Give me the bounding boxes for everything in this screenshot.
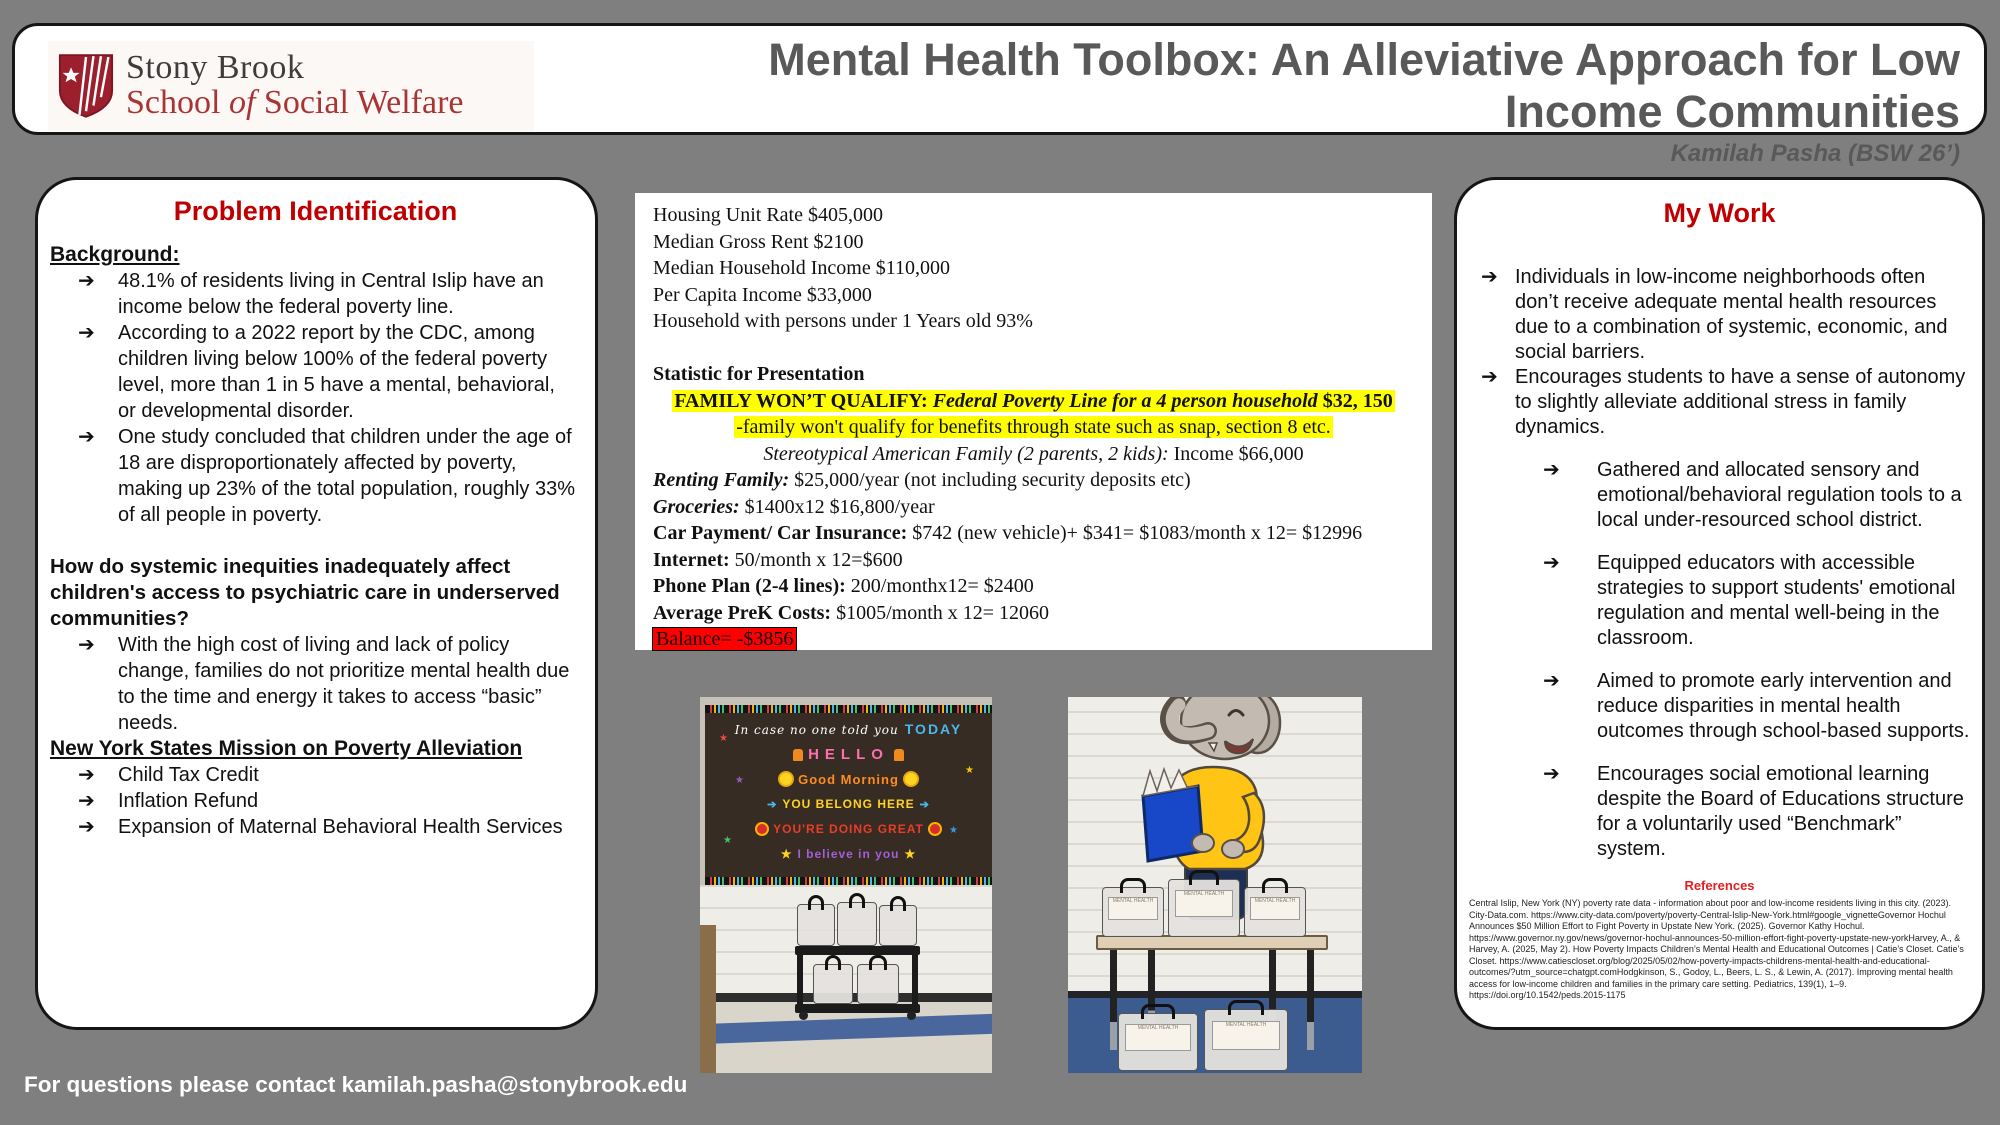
star-icon: ★ [965, 765, 974, 776]
renting-line [653, 467, 1414, 494]
sun-icon [905, 773, 917, 785]
poster-title-line2: Income Communities [1504, 85, 1960, 137]
internet-line [653, 547, 1414, 574]
toolkit-bag [857, 964, 899, 1004]
bullet-text: Encourages students to have a sense of autonomy to slightly alleviate additional stress in family dynamics. [1515, 366, 1966, 438]
mywork-sub-bullet-1 [1531, 458, 1970, 533]
bag-strap [1228, 1000, 1264, 1015]
board-border [705, 877, 992, 885]
badge-icon [930, 824, 940, 834]
stony-brook-logo [48, 41, 534, 131]
arrow-bullet-icon: ➔ [78, 634, 95, 656]
bullet-text: One study concluded that children under the age of 18 are disproportionately affected by poverty, making up 23% of the total population, roughly 33% of all people in poverty. [118, 426, 575, 526]
bag-strap [1262, 878, 1288, 893]
star-icon: ★ [949, 825, 958, 836]
logo-school-pre: School [126, 84, 229, 122]
mywork-sub-bullet-3 [1531, 669, 1970, 744]
star-icon: ★ [780, 846, 793, 861]
line-value: 200/monthx12= $2400 [845, 575, 1034, 597]
bag-strap [1120, 878, 1146, 893]
my-work-panel [1454, 177, 1985, 1030]
supply-cart [795, 902, 920, 1020]
board-goodmorning-text: Good Morning [798, 771, 899, 787]
arrow-bullet-icon: ➔ [1543, 552, 1560, 574]
stat-percapita: Per Capita Income $33,000 [653, 283, 872, 306]
right-panel-title: My Work [1663, 198, 1776, 228]
bullet-text: Gathered and allocated sensory and emotional/behavioral regulation tools to a local under-resourced school district. [1597, 459, 1962, 531]
spacer [653, 335, 1414, 362]
door-edge [700, 925, 716, 1073]
line-value: 50/month x 12=$600 [729, 548, 903, 571]
bullet-text: 48.1% of residents living in Central Islip have an income below the federal poverty line. [118, 270, 544, 318]
stat-household: Household with persons under 1 Years old 93% [653, 310, 1033, 332]
line-label: Renting Family: [653, 469, 790, 491]
bullet-text: Individuals in low-income neighborhoods often don’t receive adequate mental health resources due to a combination of systemic, economic, and social barriers. [1515, 266, 1948, 363]
kit-label: MENTAL HEALTH [1250, 897, 1300, 921]
balance-line [653, 626, 1414, 653]
bag-strap [849, 893, 866, 908]
left-panel-title: Problem Identification [173, 196, 458, 226]
bag-strap [890, 896, 906, 911]
groceries-line [653, 494, 1414, 521]
red-highlight-balance: Balance= -$3856 [653, 628, 796, 650]
star-icon: ★ [723, 835, 732, 846]
toolkit-bags-on-floor [1108, 1009, 1328, 1073]
stereo-label: Stereotypical American Family (2 parents, 2 kids): [763, 442, 1169, 465]
arrow-icon: ➔ [919, 799, 930, 812]
bag-strap [1141, 1004, 1175, 1019]
board-line-intro [705, 718, 992, 743]
line-label: Internet: [653, 548, 730, 571]
qualify-prefix: FAMILY WON’T QUALIFY: [674, 389, 933, 412]
qualify-italic: Federal Poverty Line for a 4 person household [932, 389, 1318, 412]
photo-elephant-mascot-kits [1068, 697, 1362, 1073]
car-line [653, 520, 1414, 547]
star-icon: ★ [904, 846, 917, 861]
bullet-text: With the high cost of living and lack of policy change, families do not prioritize mental health due to the time and energy it takes to access “basic” needs. [118, 634, 570, 734]
cart-post [912, 946, 918, 1008]
toolkit-bag [1118, 1013, 1198, 1071]
yellow-highlight [672, 390, 1394, 412]
cart-shelf [795, 946, 920, 955]
background-bullet-1 [50, 268, 581, 320]
arrow-bullet-icon: ➔ [78, 426, 95, 448]
background-bullet-2 [50, 320, 581, 424]
bag-strap [808, 895, 824, 910]
mywork-bullet-1 [1469, 265, 1970, 365]
problem-identification-panel [35, 177, 598, 1030]
arrow-bullet-icon: ➔ [1543, 763, 1560, 785]
board-intro-text: In case no one told you [734, 723, 899, 737]
badge-icon [757, 824, 767, 834]
stereo-value: Income $66,000 [1168, 442, 1304, 465]
mission-bullet-1 [50, 762, 581, 788]
toolkit-bag [797, 904, 835, 946]
board-line-belong [705, 792, 992, 817]
mywork-sub-bullet-4 [1531, 762, 1970, 862]
logo-school-of: of [228, 84, 256, 122]
arrow-bullet-icon: ➔ [1543, 459, 1560, 481]
arrow-bullet-icon: ➔ [78, 322, 95, 344]
board-border [705, 705, 992, 713]
research-question: How do systemic inequities inadequately affect children's access to psychiatric care in underserved communities? [50, 555, 560, 630]
cart-wheel [907, 1011, 916, 1020]
arrow-bullet-icon: ➔ [78, 790, 95, 812]
line-label: Groceries: [653, 495, 740, 518]
star-icon: ★ [735, 775, 744, 786]
kit-label: MENTAL HEALTH [1175, 890, 1234, 917]
arrow-bullet-icon: ➔ [1481, 266, 1498, 288]
kit-label: MENTAL HEALTH [1108, 897, 1158, 921]
stony-brook-shield-icon [58, 53, 114, 119]
mission-bullet-3 [50, 814, 581, 840]
qualify-line [653, 388, 1414, 415]
mission-bullet-2 [50, 788, 581, 814]
toolkit-bag [1168, 879, 1240, 937]
logo-text [126, 48, 464, 122]
mywork-sub-bullet-2 [1531, 551, 1970, 651]
stat-income: Median Household Income $110,000 [653, 257, 950, 279]
qualify-amount: $32, 150 [1317, 389, 1393, 412]
toolkit-bag [1102, 887, 1164, 937]
logo-school-name [126, 85, 464, 121]
hand-icon [793, 749, 803, 761]
statistics-panel [635, 193, 1432, 650]
stereotypical-family-line [653, 441, 1414, 468]
hand-icon [894, 749, 904, 761]
poster-title-block [768, 34, 1960, 168]
sun-icon [780, 773, 792, 785]
board-hello-text: HELLO [808, 745, 889, 763]
mywork-bullet-2 [1469, 365, 1970, 440]
bag-strap [869, 955, 887, 970]
phone-line [653, 573, 1414, 600]
bag-strap [825, 955, 842, 970]
toolkit-bag [813, 964, 853, 1004]
arrow-bullet-icon: ➔ [1543, 670, 1560, 692]
stat-rent: Median Gross Rent $2100 [653, 230, 864, 253]
line-value: $1005/month x 12= 12060 [831, 601, 1050, 624]
bulletin-board [705, 705, 992, 885]
cart-wheel [799, 1011, 808, 1020]
background-heading: Background: [50, 243, 180, 266]
toolkit-bag [1244, 887, 1306, 937]
header-bar [12, 23, 1987, 167]
bullet-text: Child Tax Credit [118, 764, 259, 786]
line-label: Phone Plan (2-4 lines): [653, 575, 846, 597]
prek-line [653, 600, 1414, 627]
statistic-heading: Statistic for Presentation [653, 363, 865, 385]
line-value: $742 (new vehicle)+ $341= $1083/month x 12= $12996 [907, 522, 1363, 544]
cart-post [797, 946, 803, 1008]
references-heading: References [1684, 878, 1755, 893]
contact-info: For questions please contact kamilah.pasha@stonybrook.edu [24, 1072, 688, 1097]
logo-university-name: Stony Brook [126, 48, 305, 86]
references-text: Central Islip, New York (NY) poverty rate data - information about poor and low-income residents living in this city. (2023). City-Data.com. https://www.city-data.com/poverty/poverty-Central-Islip-New-York.html#google_vignetteGovernor Hochul Announces $50 Million Effort to Fight Poverty in Upstate New York. (2025). Governor Kathy Hochul. https://www.governor.ny.gov/news/governor-hochul-announces-50-million-effort-fight-poverty-upstate-new-yorkHarvey, A., & Harvey, A. (2025, May 2). How Poverty Impacts Children’s Mental Health and Educational Outcomes | Catie’s Closet. Catie’s Closet. https://www.catiescloset.org/blog/2025/05/02/how-poverty-impacts-childrens-mental-health-and-educational-outcomes/?utm_source=chatgpt.comHodgkinson, S., Godoy, L., Beers, L. S., & Lewin, A. (2017). Improving mental health access for low-income children and families in the primary care setting. Pediatrics, 139(1), 1–9. https://doi.org/10.1542/peds.2015-1175 [1469, 898, 1964, 1000]
cart-shelf [795, 1004, 920, 1013]
board-great-text: YOU'RE DOING GREAT [773, 822, 924, 837]
board-believe-text: I believe in you [797, 846, 900, 861]
logo-school-post: Social Welfare [255, 84, 464, 122]
photo-classroom-bulletin-cart [700, 697, 992, 1073]
board-line-believe [705, 842, 992, 867]
toolkit-bag [1204, 1009, 1288, 1071]
line-label: Average PreK Costs: [653, 601, 832, 624]
board-line-goodmorning [705, 768, 992, 793]
bag-strap [1189, 870, 1220, 885]
board-line-hello [705, 743, 992, 768]
question-bullet [50, 632, 581, 736]
line-value: $25,000/year (not including security deposits etc) [789, 469, 1191, 491]
toolkit-bags-on-table [1102, 877, 1328, 939]
background-bullet-3 [50, 424, 581, 528]
arrow-icon: ➔ [767, 799, 778, 812]
arrow-bullet-icon: ➔ [78, 270, 95, 292]
poster-author: Kamilah Pasha (BSW 26’) [1670, 139, 1960, 167]
kit-label: MENTAL HEALTH [1212, 1021, 1281, 1050]
stat-housing: Housing Unit Rate $405,000 [653, 204, 883, 226]
bullet-text: Equipped educators with accessible strategies to support students' emotional regulation and mental well-being in the classroom. [1597, 552, 1956, 649]
line-value: $1400x12 $16,800/year [739, 495, 935, 518]
star-icon: ★ [719, 733, 728, 744]
arrow-bullet-icon: ➔ [78, 816, 95, 838]
board-today-text: TODAY [904, 721, 963, 737]
line-label: Car Payment/ Car Insurance: [653, 522, 908, 544]
bullet-text: According to a 2022 report by the CDC, among children living below 100% of the federal poverty level, more than 1 in 5 have a mental, behavioral, or developmental disorder. [118, 322, 555, 422]
mission-heading: New York States Mission on Poverty Alleviation [50, 737, 523, 760]
toolkit-bag [837, 902, 877, 946]
poster-title-line1: Mental Health Toolbox: An Alleviative Approach for Low [768, 34, 1960, 85]
toolkit-bag [879, 905, 917, 946]
yellow-highlight: -family won't qualify for benefits through state such as snap, section 8 etc. [736, 416, 1331, 438]
qualify-note-line [653, 414, 1414, 441]
bullet-text: Aimed to promote early intervention and reduce disparities in mental health outcomes through school-based supports. [1597, 670, 1970, 742]
bullet-text: Inflation Refund [118, 790, 259, 812]
spacer [1469, 229, 1970, 265]
board-belong-text: YOU BELONG HERE [782, 797, 915, 812]
kit-label: MENTAL HEALTH [1125, 1024, 1191, 1051]
arrow-bullet-icon: ➔ [78, 764, 95, 786]
arrow-bullet-icon: ➔ [1481, 366, 1498, 388]
bullet-text: Expansion of Maternal Behavioral Health Services [118, 816, 563, 838]
bullet-text: Encourages social emotional learning despite the Board of Educations structure for a voluntarily used “Benchmark” system. [1597, 763, 1964, 860]
